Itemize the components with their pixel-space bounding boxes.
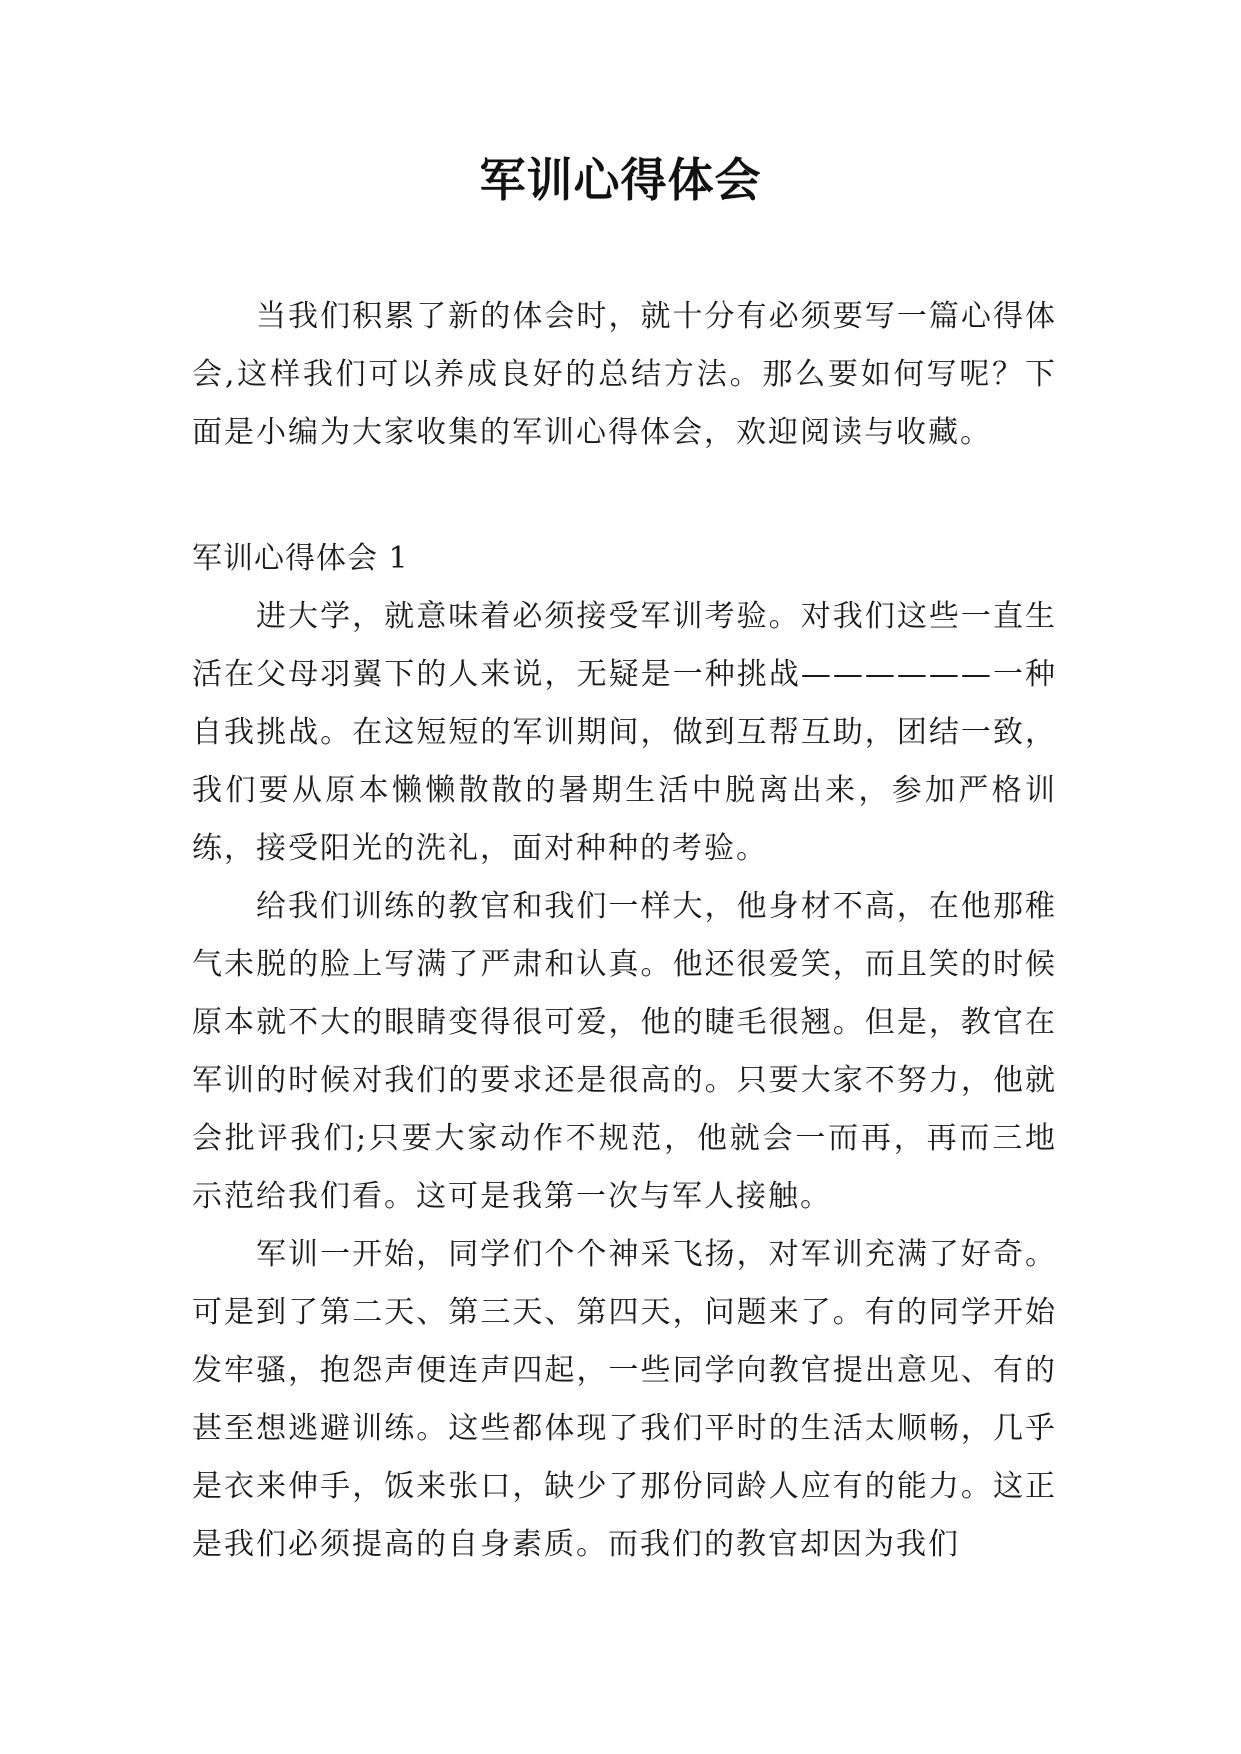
body-paragraph-2: 给我们训练的教官和我们一样大，他身材不高，在他那稚气未脱的脸上写满了严肃和认真。他还很爱笑，而且笑的时候原本就不大的眼睛变得很可爱，他的睫毛很翘。但是，教官在军训的时候对我们的要求还是很高的。只要大家不努力，他就会批评我们;只要大家动作不规范，他就会一而再，再而三地示范给我们看。这可是我第一次与军人接触。 bbox=[192, 889, 1057, 1214]
section-block bbox=[192, 530, 1057, 1574]
intro-paragraph: 当我们积累了新的体会时，就十分有必须要写一篇心得体会,这样我们可以养成良好的总结方法。那么要如何写呢？下面是小编为大家收集的军训心得体会，欢迎阅读与收藏。 bbox=[192, 299, 1057, 450]
intro-block bbox=[192, 288, 1057, 462]
section-heading: 军训心得体会 1 bbox=[192, 541, 409, 576]
body-paragraph-1: 进大学，就意味着必须接受军训考验。对我们这些一直生活在父母羽翼下的人来说，无疑是一种挑战——————一种自我挑战。在这短短的军训期间，做到互帮互助，团结一致，我们要从原本懒懒散散的暑期生活中脱离出来，参加严格训练，接受阳光的洗礼，面对种种的考验。 bbox=[192, 599, 1057, 866]
body-paragraph-3: 军训一开始，同学们个个神采飞扬，对军训充满了好奇。可是到了第二天、第三天、第四天，问题来了。有的同学开始发牢骚，抱怨声便连声四起，一些同学向教官提出意见、有的甚至想逃避训练。这些都体现了我们平时的生活太顺畅，几乎是衣来伸手，饭来张口，缺少了那份同龄人应有的能力。这正是我们必须提高的自身素质。而我们的教官却因为我们 bbox=[192, 1237, 1057, 1562]
document-title: 军训心得体会 bbox=[479, 153, 762, 207]
